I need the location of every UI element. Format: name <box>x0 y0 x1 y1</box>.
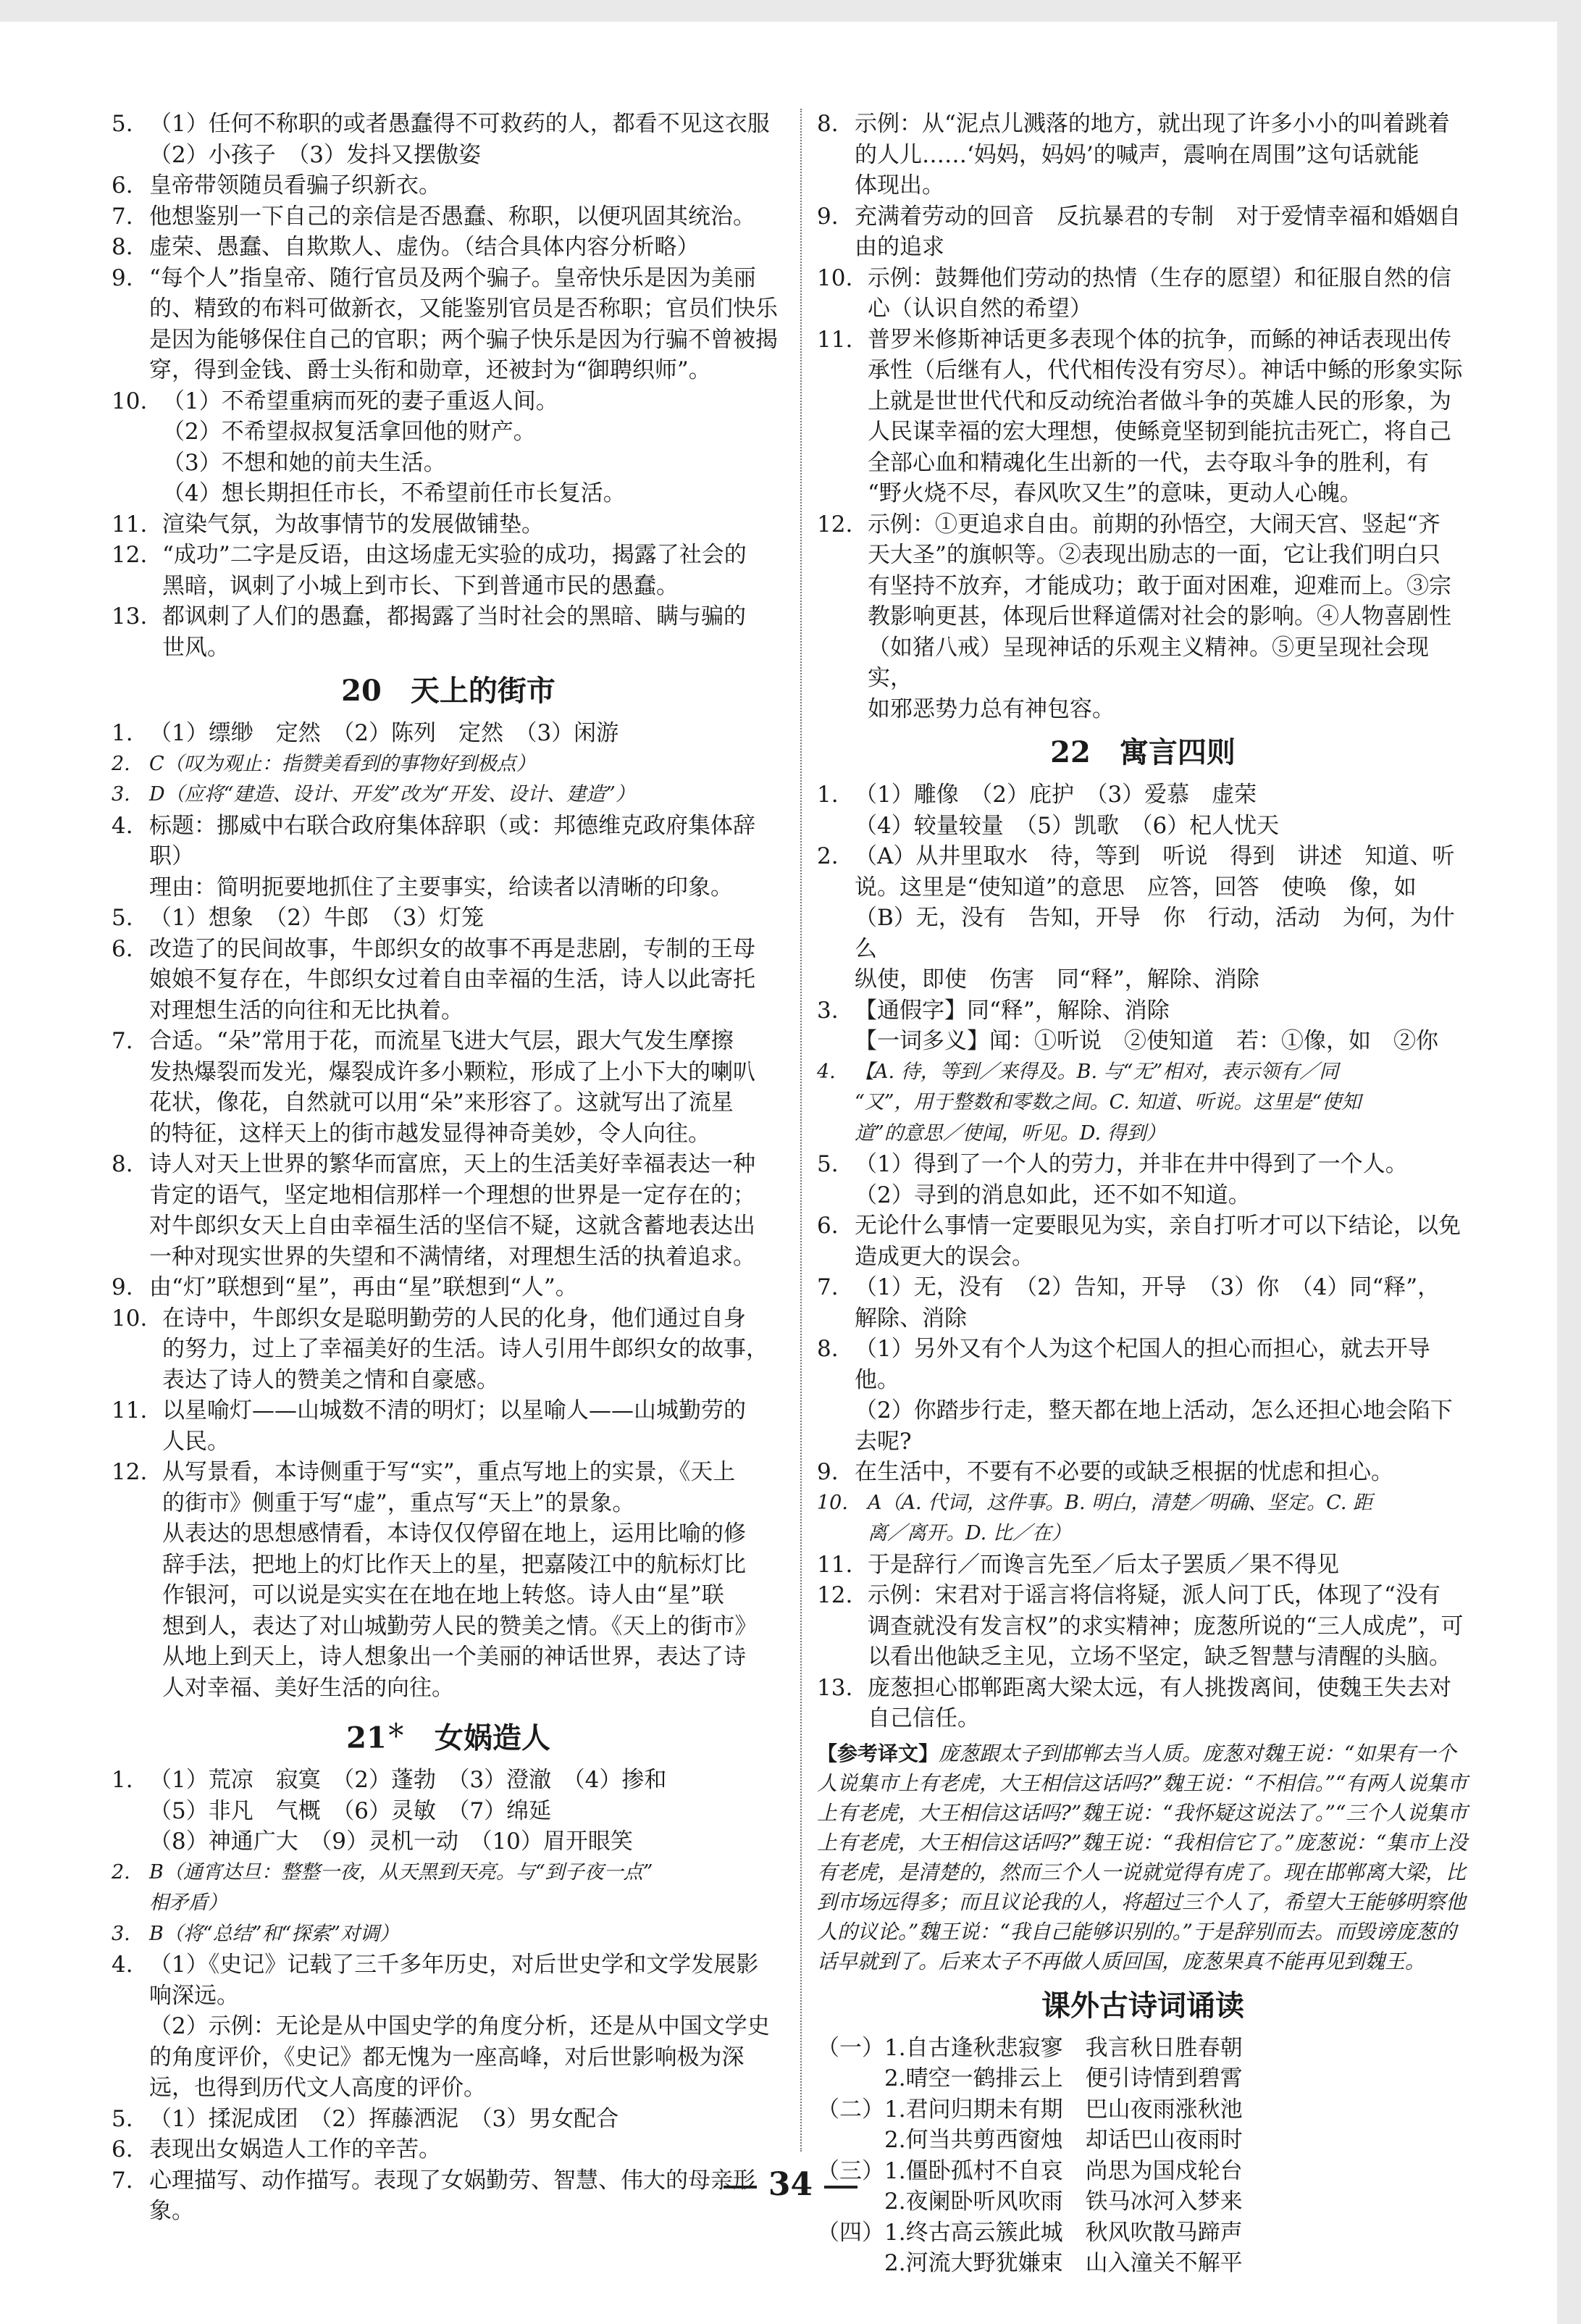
answer-item <box>817 995 1469 1057</box>
answer-number: 5. <box>112 905 133 931</box>
answer-line: 作银河，可以说是实实在在地在地上转悠。诗人由“星”联 <box>162 1582 724 1608</box>
answer-line: 标题：挪威中右联合政府集体辞职（或：邦德维克政府集体辞职） <box>149 812 755 869</box>
answer-line: 从地上到天上，诗人想象出一个美丽的神话世界，表达了诗 <box>162 1644 746 1670</box>
section-title <box>112 667 785 715</box>
answer-line: 何当共剪西窗烛 却话巴山夜雨时 <box>905 2127 1243 2153</box>
answer-line: 一种对现实世界的失望和不满情绪，对理想生活的执着追求。 <box>149 1243 755 1270</box>
answer-line: 辞手法，把地上的灯比作天上的星，把嘉陵江中的航标灯比 <box>162 1551 746 1578</box>
answer-line: A（A. 代词，这件事。B. 明白，清楚／明确、坚定。C. 距 <box>868 1491 1373 1514</box>
section-title-text: 22 寓言四则 <box>1050 735 1236 769</box>
answer-number: （一）1. <box>817 2034 906 2061</box>
answer-number: 10. <box>817 1491 848 1514</box>
answer-line: （5）非凡 气概 （6）灵敏 （7）绵延 <box>149 1797 552 1824</box>
answer-line: 示例：宋君对于谣言将信将疑，派人问丁氏，体现了“没有 <box>868 1582 1440 1608</box>
answer-item <box>112 779 785 811</box>
answer-number: 5. <box>817 1151 839 1177</box>
answer-item <box>112 718 785 749</box>
answer-text <box>855 109 1469 201</box>
answer-line: （8）神通广大 （9）灵机一动 （10）眉开眼笑 <box>149 1828 633 1855</box>
answer-line: 的街市》侧重于写“虚”，重点写“天上”的景象。 <box>162 1489 635 1516</box>
page-number-text: 34 <box>768 2166 813 2203</box>
answer-line: 的人儿……‘妈妈，妈妈’的喊声，震响在周围”这句话就能 <box>855 141 1419 168</box>
answer-line: 响深远。 <box>149 1982 239 2009</box>
answer-number: 2. <box>817 2127 906 2153</box>
answer-text <box>149 749 785 780</box>
section-title-text: 20 天上的街市 <box>341 674 555 708</box>
answer-text <box>855 779 1469 841</box>
answer-line: 示例：鼓舞他们劳动的热情（生存的愿望）和征服自然的信 <box>868 264 1451 291</box>
answer-line: 纵使，即使 伤害 同“释”，解除、消除 <box>855 966 1259 992</box>
answer-line: 自古逢秋悲寂寥 我言秋日胜春朝 <box>905 2034 1243 2061</box>
answer-line: （1）得到了一个人的劳力，并非在井中得到了一个人。 <box>855 1151 1408 1177</box>
answer-text <box>162 1395 785 1457</box>
answer-text <box>162 601 785 663</box>
answer-line: 表达了诗人的赞美之情和自豪感。 <box>162 1366 499 1393</box>
answer-item <box>112 749 785 780</box>
section-title-asterisk: ＊ <box>386 1721 406 1742</box>
answer-item <box>112 1765 785 1857</box>
answer-number: （二）1. <box>817 2096 906 2123</box>
answer-line: （2）寻到的消息如此，还不如不知道。 <box>855 1182 1251 1208</box>
answer-number: 9. <box>112 264 133 291</box>
answer-text <box>149 934 785 1027</box>
answer-number: 5. <box>112 2105 133 2132</box>
answer-line: 相矛盾） <box>149 1892 227 1915</box>
answer-item <box>112 903 785 934</box>
answer-number: 2. <box>112 1860 130 1884</box>
column-divider <box>800 109 802 2152</box>
answer-line: 僵卧孤村不自哀 尚思为国戍轮台 <box>905 2157 1243 2184</box>
answer-text <box>162 509 785 540</box>
answer-line: （1）揉泥成团 （2）挥藤洒泥 （3）男女配合 <box>149 2105 619 2132</box>
answer-line: 体现出。 <box>855 172 944 198</box>
answer-line: （4）想长期担任市长，不希望前任市长复活。 <box>162 480 626 506</box>
answer-line: 于是辞行／而谗言先至／后太子罢质／果不得见 <box>868 1551 1339 1578</box>
answer-line: C（叹为观止：指赞美看到的事物好到极点） <box>149 752 536 775</box>
answer-number: 5. <box>112 111 133 137</box>
answer-text <box>149 1919 785 1950</box>
answer-text <box>906 2063 1469 2094</box>
answer-text <box>868 1488 1469 1550</box>
answer-number: 6. <box>817 1213 839 1239</box>
answer-line: B（通宵达旦：整整一夜，从天黑到天亮。与“到子夜一点” <box>149 1860 653 1884</box>
answer-text <box>868 1580 1469 1673</box>
answer-number: 1. <box>112 1767 133 1794</box>
answer-line: “又”，用于整数和零数之间。C. 知道、听说。这里是“使知 <box>855 1091 1362 1113</box>
answer-text <box>868 325 1469 509</box>
answer-line: 【A. 待，等到／来得及。B. 与“无”相对，表示领有／同 <box>855 1060 1339 1083</box>
scan-margin-top <box>0 0 1581 22</box>
answer-line: （2）你踏步行走，整天都在地上活动，怎么还担心地会陷下去呢? <box>855 1397 1453 1455</box>
answer-item <box>817 201 1469 263</box>
answer-number: 2. <box>817 2189 906 2215</box>
answer-line: 由的追求 <box>855 234 944 260</box>
answer-line: （2）小孩子 （3）发抖又摆傲姿 <box>149 141 481 168</box>
answer-line: 黑暗，讽刺了小城上到市长、下到普通市民的愚蠢。 <box>162 572 679 599</box>
answer-line: 人对幸福、美好生活的向往。 <box>162 1674 454 1701</box>
answer-item <box>817 1334 1469 1457</box>
answer-line: 由“灯”联想到“星”，再由“星”联想到“人”。 <box>149 1274 578 1300</box>
answer-number: 3. <box>112 1922 130 1945</box>
answer-line: 天大圣”的旗帜等。②表现出励志的一面，它让我们明白只 <box>868 542 1440 568</box>
answer-number: 12. <box>112 1459 148 1485</box>
answer-line: 虚荣、愚蠢、自欺欺人、虚伪。（结合具体内容分析略） <box>149 234 700 260</box>
section-title-text: 课外古诗词诵读 <box>1041 1988 1244 2023</box>
left-column <box>112 109 785 2227</box>
answer-number: 2. <box>112 752 130 775</box>
answer-line: 诗人对天上世界的繁华而富庶，天上的生活美好幸福表达一种 <box>149 1151 755 1177</box>
answer-text <box>162 1457 785 1703</box>
answer-text <box>149 201 785 233</box>
answer-line: 远，也得到历代文人高度的评价。 <box>149 2075 486 2102</box>
answer-line: 娘娘不复存在，牛郎织女过着自由幸福的生活，诗人以此寄托 <box>149 966 755 992</box>
answer-text <box>149 1272 785 1303</box>
answer-number: 9. <box>817 203 839 230</box>
answer-item <box>817 325 1469 509</box>
answer-item <box>112 934 785 1027</box>
answer-item <box>817 1488 1469 1550</box>
answer-line: （1）想象 （2）牛郎 （3）灯笼 <box>149 905 485 931</box>
answer-line: 造成更大的误会。 <box>855 1243 1034 1270</box>
answer-text <box>906 2248 1469 2279</box>
answer-text <box>149 811 785 903</box>
answer-number: 12. <box>817 511 853 538</box>
answer-line: 穿，得到金钱、爵士头衔和勋章，还被封为“御聘织师”。 <box>149 357 711 383</box>
answer-text <box>906 2218 1469 2249</box>
answer-line: 夜阑卧听风吹雨 铁马冰河入梦来 <box>905 2189 1243 2215</box>
reference-translation-text: 庞葱跟太子到邯郸去当人质。庞葱对魏王说：“如果有一个人说集市上有老虎，大王相信这话吗?”魏王说：“不相信。”“有两人说集市上有老虎，大王相信这话吗?”魏王说：“我怀疑这说法了。”“三个人说集市上有老虎，大王相信这话吗?”魏王说：“我相信它了。”庞葱说：“集市上没有老虎，是清楚的，然而三个人一说就觉得有虎了。现在邯郸离大梁，比到市场远得多；而且议论我的人，将超过三个人了，希望大王能够明察他人的议论。”魏王说：“我自己能够识别的。”于是辞别而去。而毁谤庞葱的话早就到了。后来太子不再做人质回国，庞葱果真不能再见到魏王。 <box>817 1741 1468 1973</box>
answer-number: 11. <box>817 1551 853 1578</box>
answer-line: 有坚持不放弃，才能成功；敢于面对困难，迎难而上。③宗 <box>868 572 1451 599</box>
reference-translation-label: 【参考译文】 <box>817 1741 939 1765</box>
answer-number: 11. <box>817 326 853 353</box>
answer-line: 想到人，表达了对山城勤劳人民的赞美之情。《天上的街市》 <box>162 1613 758 1639</box>
answer-item <box>817 2094 1469 2126</box>
answer-number: 10. <box>817 264 853 291</box>
answer-item <box>112 232 785 263</box>
answer-line: 改造了的民间故事，牛郎织女的故事不再是悲剧，专制的王母 <box>149 935 755 962</box>
answer-line: 以星喻灯——山城数不清的明灯；以星喻人——山城勤劳的 <box>162 1397 746 1424</box>
answer-text <box>868 1673 1469 1734</box>
answer-line: 的努力，过上了幸福美好的生活。诗人引用牛郎织女的故事， <box>162 1336 768 1362</box>
answer-line: 充满着劳动的回音 反抗暴君的专制 对于爱情幸福和婚姻自 <box>855 203 1461 230</box>
page-number-dash-left <box>724 2186 757 2189</box>
section-title <box>817 1982 1469 2030</box>
answer-text <box>149 1857 785 1919</box>
answer-number: 11. <box>112 511 148 538</box>
answer-line: 人民。 <box>162 1428 230 1455</box>
answer-line: 的角度评价，《史记》都无愧为一座高峰，对后世影响极为深 <box>149 2044 745 2070</box>
answer-item <box>817 1580 1469 1673</box>
answer-line: 道”的意思／使闻，听见。D. 得到） <box>855 1121 1166 1145</box>
answer-line: 世风。 <box>162 634 230 661</box>
answer-item <box>817 1149 1469 1211</box>
answer-line: 的特征，这样天上的街市越发显得神奇美妙，令人向往。 <box>149 1120 710 1147</box>
answer-number: 8. <box>112 234 133 260</box>
answer-item <box>817 779 1469 841</box>
answer-number: 7. <box>817 1274 839 1300</box>
answer-number: 2. <box>817 2250 906 2276</box>
answer-line: 君问归期未有期 巴山夜雨涨秋池 <box>905 2096 1243 2123</box>
answer-text <box>149 2104 785 2135</box>
section-title <box>817 729 1469 777</box>
answer-line: 他想鉴别一下自己的亲信是否愚蠢、称职，以便巩固其统治。 <box>149 203 755 230</box>
answer-line: 教影响更甚，体现后世释道儒对社会的影响。④人物喜剧性 <box>868 603 1451 630</box>
answer-line: （1）不希望重病而死的妻子重返人间。 <box>162 388 558 414</box>
answer-line: 心理描写、动作描写。表现了女娲勤劳、智慧、伟大的母亲形象。 <box>149 2167 755 2225</box>
answer-text <box>149 903 785 934</box>
answer-item <box>112 1919 785 1950</box>
scan-margin-right <box>1557 0 1581 2324</box>
answer-text <box>855 1334 1469 1457</box>
answer-number: 11. <box>112 1397 148 1424</box>
answer-number: （四）1. <box>817 2219 906 2246</box>
answer-number: 3. <box>112 783 130 806</box>
answer-item <box>817 1211 1469 1272</box>
reference-translation <box>817 1739 1469 1976</box>
answer-line: （1）任何不称职的或者愚蠢得不可救药的人，都看不见这衣服 <box>149 111 770 137</box>
answer-item <box>817 109 1469 201</box>
answer-line: 自己信任。 <box>868 1705 980 1731</box>
answer-number: 6. <box>112 2136 133 2163</box>
answer-number: 10. <box>112 1305 148 1332</box>
answer-text <box>162 386 785 509</box>
answer-text <box>149 718 785 749</box>
answer-line: 从表达的思想感情看，本诗仅仅停留在地上，运用比喻的修 <box>162 1521 746 1547</box>
answer-line: “每个人”指皇帝、随行官员及两个骗子。皇帝快乐是因为美丽 <box>149 264 756 291</box>
answer-text <box>868 509 1469 725</box>
answer-line: 庞葱担心邯郸距离大梁太远，有人挑拨离间，使魏王失去对 <box>868 1674 1451 1701</box>
answer-item <box>112 509 785 540</box>
answer-line: 对牛郎织女天上自由幸福生活的坚信不疑，这就含蓄地表达出 <box>149 1213 755 1239</box>
section-title-rest: 女娲造人 <box>405 1721 550 1755</box>
answer-line: （A）从井里取水 待，等到 听说 得到 讲述 知道、听 <box>855 843 1455 869</box>
answer-item <box>112 1457 785 1703</box>
answer-item <box>817 1550 1469 1581</box>
page-number <box>0 2166 1581 2203</box>
answer-item <box>112 1949 785 2104</box>
answer-item <box>112 2104 785 2135</box>
answer-item <box>817 2248 1469 2279</box>
answer-line: “成功”二字是反语，由这场虚无实验的成功，揭露了社会的 <box>162 542 747 568</box>
answer-line: 【一词多义】闻：①听说 ②使知道 若：①像，如 ②你 <box>855 1028 1438 1054</box>
answer-item <box>112 109 785 170</box>
answer-line: 说。这里是“使知道”的意思 应答，回答 使唤 像，如 <box>855 874 1417 900</box>
answer-item <box>112 1149 785 1272</box>
answer-line: （4）较量较量 （5）凯歌 （6）杞人忧天 <box>855 812 1280 839</box>
answer-item <box>817 263 1469 325</box>
answer-line: 示例：①更追求自由。前期的孙悟空，大闹天宫、竖起“齐 <box>868 511 1440 538</box>
answer-item <box>817 1457 1469 1488</box>
answer-text <box>868 1550 1469 1581</box>
answer-item <box>817 1272 1469 1334</box>
answer-item <box>112 1857 785 1919</box>
answer-line: 全部心血和精魂化生出新的一代，去夺取斗争的胜利，有 <box>868 449 1429 476</box>
answer-line: 【通假字】同“释”，解除、消除 <box>855 997 1170 1024</box>
answer-text <box>149 1149 785 1272</box>
answer-number: 4. <box>112 1952 133 1978</box>
answer-item <box>112 170 785 201</box>
answer-line: 都讽刺了人们的愚蠢，都揭露了当时社会的黑暗、瞒与骗的 <box>162 603 746 630</box>
answer-number: 9. <box>112 1274 133 1300</box>
answer-number: 12. <box>112 542 148 568</box>
answer-line: 终古高云簇此城 秋风吹散马蹄声 <box>905 2219 1243 2246</box>
answer-line: 上就是世世代代和反动统治者做斗争的英雄人民的形象，为 <box>868 388 1451 414</box>
section-title <box>112 1708 785 1762</box>
answer-line: 对理想生活的向往和无比执着。 <box>149 997 464 1024</box>
answer-item <box>817 1057 1469 1150</box>
answer-line: 合适。“朵”常用于花，而流星飞进大气层，跟大气发生摩擦 <box>149 1028 734 1054</box>
answer-text <box>906 2033 1469 2064</box>
answer-line: 晴空一鹤排云上 便引诗情到碧霄 <box>905 2065 1243 2091</box>
answer-line: 如邪恶势力总有神包容。 <box>868 695 1115 722</box>
answer-text <box>855 1057 1469 1150</box>
answer-line: “野火烧不尽，春风吹又生”的意味，更动人心魄。 <box>868 480 1362 506</box>
answer-text <box>855 201 1469 263</box>
answer-item <box>112 1395 785 1457</box>
answer-text <box>868 263 1469 325</box>
answer-text <box>906 2094 1469 2126</box>
answer-line: 无论什么事情一定要眼见为实，亲自打听才可以下结论，以免 <box>855 1213 1461 1239</box>
answer-line: （如猪八戒）呈现神话的乐观主义精神。⑤更呈现社会现实， <box>868 634 1429 691</box>
answer-text <box>855 1272 1469 1334</box>
answer-item <box>817 841 1469 995</box>
answer-item <box>817 1673 1469 1734</box>
answer-number: 7. <box>112 1028 133 1054</box>
answer-number: 7. <box>112 203 133 230</box>
section-title-text: 21 <box>346 1721 387 1755</box>
answer-line: 离／离开。D. 比／在） <box>868 1522 1071 1545</box>
answer-line: （B）无，没有 告知，开导 你 行动，活动 为何，为什么 <box>855 905 1455 962</box>
answer-line: 以看出他缺乏主见，立场不坚定，缺乏智慧与清醒的头脑。 <box>868 1644 1451 1670</box>
page-number-dash-right <box>824 2186 857 2189</box>
answer-text <box>149 2134 785 2165</box>
answer-line: 从写景看，本诗侧重于写“实”，重点写地上的实景，《天上 <box>162 1459 736 1485</box>
answer-line: 是因为能够保住自己的官职；两个骗子快乐是因为行骗不曾被揭 <box>149 326 778 353</box>
answer-text <box>149 1765 785 1857</box>
answer-line: 在诗中，牛郎织女是聪明勤劳的人民的化身，他们通过自身 <box>162 1305 746 1332</box>
answer-number: 4. <box>112 812 133 839</box>
answer-text <box>149 232 785 263</box>
answer-text <box>855 841 1469 995</box>
answer-number: 2. <box>817 2065 906 2091</box>
answer-line: 表现出女娲造人工作的辛苦。 <box>149 2136 441 2163</box>
answer-line: 的、精致的布料可做新衣，又能鉴别官员是否称职；官员们快乐 <box>149 296 778 322</box>
answer-text <box>855 1149 1469 1211</box>
answer-text <box>855 1457 1469 1488</box>
answer-line: 皇帝带领随员看骗子织新衣。 <box>149 172 441 198</box>
answer-text <box>149 1026 785 1149</box>
answer-line: （1）另外又有个人为这个杞国人的担心而担心，就去开导他。 <box>855 1336 1430 1393</box>
answer-line: 渲染气氛，为故事情节的发展做铺垫。 <box>162 511 544 538</box>
answer-item <box>112 263 785 386</box>
answer-number: 4. <box>817 1060 836 1083</box>
answer-text <box>149 779 785 811</box>
answer-text <box>149 170 785 201</box>
answer-line: 普罗米修斯神话更多表现个体的抗争，而鲧的神话表现出传 <box>868 326 1451 353</box>
answer-item <box>112 386 785 509</box>
answer-text <box>162 1303 785 1396</box>
answer-text <box>149 109 785 170</box>
answer-text <box>855 995 1469 1057</box>
answer-item <box>112 1303 785 1396</box>
answer-item <box>112 540 785 601</box>
answer-number: 6. <box>112 935 133 962</box>
answer-line: （1）无，没有 （2）告知，开导 （3）你 （4）同“释”， <box>855 1274 1440 1300</box>
answer-line: （3）不想和她的前夫生活。 <box>162 449 446 476</box>
answer-number: 12. <box>817 1582 853 1608</box>
answer-number: 8. <box>112 1151 133 1177</box>
answer-number: 7. <box>112 2167 133 2194</box>
answer-number: （三）1. <box>817 2157 906 2184</box>
answer-line: 肯定的语气，坚定地相信那样一个理想的世界是一定存在的； <box>149 1182 755 1208</box>
answer-item <box>112 2134 785 2165</box>
answer-item <box>817 2218 1469 2249</box>
answer-number: 1. <box>112 720 133 746</box>
answer-number: 1. <box>817 782 839 808</box>
answer-item <box>817 2063 1469 2094</box>
answer-line: 示例：从“泥点儿溅落的地方，就出现了许多小小的叫着跳着 <box>855 111 1450 137</box>
answer-line: 河流大野犹嫌束 山入潼关不解平 <box>905 2250 1243 2276</box>
answer-line: 承性（后继有人，代代相传没有穷尽）。神话中鲧的形象实际 <box>868 357 1463 383</box>
answer-text <box>149 1949 785 2104</box>
answer-line: 解除、消除 <box>855 1305 967 1332</box>
answer-number: 8. <box>817 1336 839 1362</box>
answer-line: 发热爆裂而发光，爆裂成许多小颗粒，形成了上小下大的喇叭 <box>149 1058 755 1085</box>
answer-line: （2）示例：无论是从中国史学的角度分析，还是从中国文学史 <box>149 2013 770 2040</box>
answer-text <box>149 263 785 386</box>
answer-line: 在生活中，不要有不必要的或缺乏根据的忧虑和担心。 <box>855 1459 1393 1485</box>
answer-item <box>817 2125 1469 2156</box>
answer-number: 13. <box>112 603 148 630</box>
answer-line: （1）荒凉 寂寞 （2）蓬勃 （3）澄澈 （4）掺和 <box>149 1767 667 1794</box>
answer-text <box>855 1211 1469 1272</box>
answer-line: （2）不希望叔叔复活拿回他的财产。 <box>162 419 536 445</box>
answer-line: （1）雕像 （2）庇护 （3）爱慕 虚荣 <box>855 782 1257 808</box>
answer-line: B（将“总结”和“探索”对调） <box>149 1922 400 1945</box>
answer-line: 心（认识自然的希望） <box>868 296 1092 322</box>
answer-line: 人民谋幸福的宏大理想，使鲧竟坚韧到能抗击死亡，将自己 <box>868 419 1451 445</box>
answer-number: 10. <box>112 388 148 414</box>
answer-line: 理由：简明扼要地抓住了主要事实，给读者以清晰的印象。 <box>149 874 733 900</box>
answer-item <box>817 509 1469 725</box>
answer-item <box>112 811 785 903</box>
answer-number: 3. <box>817 997 839 1024</box>
answer-item <box>112 601 785 663</box>
answer-item <box>112 201 785 233</box>
answer-line: D（应将“建造、设计、开发”改为“开发、设计、建造”） <box>149 783 635 806</box>
answer-number: 2. <box>817 843 839 869</box>
answer-number: 13. <box>817 1674 853 1701</box>
answer-text <box>906 2125 1469 2156</box>
answer-number: 9. <box>817 1459 839 1485</box>
answer-text <box>162 540 785 601</box>
answer-number: 8. <box>817 111 839 137</box>
answer-line: 调查就没有发言权”的求实精神；庞葱所说的“三人成虎”，可 <box>868 1613 1464 1639</box>
answer-line: 花状，像花，自然就可以用“朵”来形容了。这就写出了流星 <box>149 1090 734 1116</box>
answer-item <box>112 1026 785 1149</box>
answer-line: （1）《史记》记载了三千多年历史，对后世史学和文学发展影 <box>149 1952 759 1978</box>
answer-item <box>112 1272 785 1303</box>
answer-item <box>817 2033 1469 2064</box>
answer-number: 6. <box>112 172 133 198</box>
answer-line: （1）缥缈 定然 （2）陈列 定然 （3）闲游 <box>149 720 619 746</box>
right-column <box>817 109 1469 2279</box>
